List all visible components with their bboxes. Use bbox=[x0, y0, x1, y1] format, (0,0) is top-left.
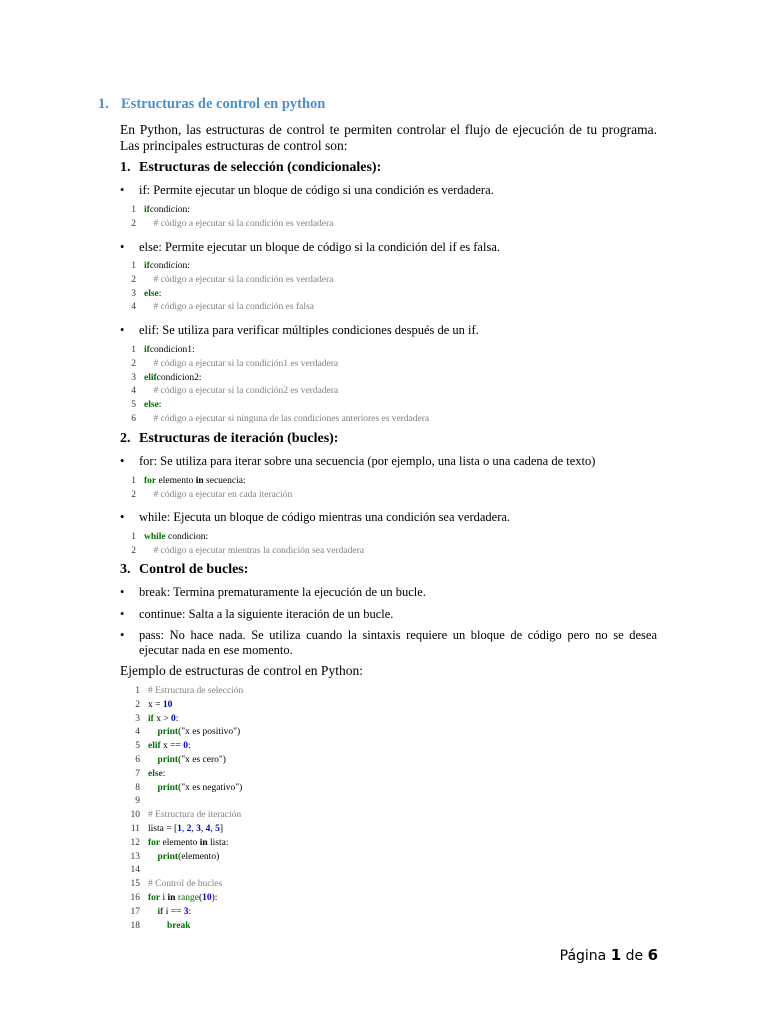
code-line bbox=[144, 288, 161, 302]
code-token: print bbox=[157, 755, 179, 765]
code-line-number: 13 bbox=[130, 851, 140, 862]
code-line bbox=[148, 851, 219, 865]
code-line-number: 1 bbox=[131, 476, 136, 486]
bullet-for: • for: Se utiliza para iterar sobre una secuencia (por ejemplo, una lista o una cadena de texto) bbox=[120, 454, 596, 468]
code-line-number: 2 bbox=[131, 489, 136, 500]
code-line-number: 18 bbox=[130, 920, 140, 931]
code-token: 0 bbox=[183, 741, 189, 752]
code-line-number: 3 bbox=[131, 288, 136, 299]
code-line bbox=[144, 260, 190, 274]
code-line-number: 11 bbox=[130, 824, 140, 834]
code-token: while bbox=[144, 532, 166, 542]
code-line bbox=[148, 878, 222, 892]
code-line-number: 14 bbox=[130, 865, 140, 876]
code-token: ("x es negativo") bbox=[178, 782, 243, 793]
code-line bbox=[144, 301, 314, 315]
section-heading-selection: 1. Estructuras de selección (condicionales): bbox=[120, 160, 382, 175]
code-line bbox=[148, 713, 178, 727]
code-token: in bbox=[167, 893, 176, 903]
code-token: 0 bbox=[171, 713, 176, 724]
code-token: # código a ejecutar si la condición1 es verdadera bbox=[153, 358, 339, 369]
code-token bbox=[144, 359, 154, 369]
intro-paragraph: En Python, las estructuras de control te permiten controlar el flujo de ejecución de tu programa. Las principales estructuras de control son: bbox=[120, 122, 657, 153]
code-token: : bbox=[158, 400, 162, 411]
code-token: # código a ejecutar si la condición es falsa bbox=[153, 302, 314, 313]
code-line-number: 16 bbox=[130, 893, 140, 903]
code-token: , bbox=[200, 824, 206, 834]
code-line-number: 10 bbox=[130, 810, 140, 821]
footer-sep: de bbox=[625, 948, 644, 964]
code-token: x = bbox=[148, 699, 163, 710]
code-token bbox=[148, 852, 158, 862]
code-line bbox=[148, 685, 243, 699]
code-line bbox=[148, 892, 217, 906]
code-token: lista: bbox=[207, 837, 229, 848]
bullet-else: • else: Permite ejecutar un bloque de código si la condición del if es falsa. bbox=[120, 240, 500, 254]
bullet-if: • if: Permite ejecutar un bloque de código si una condición es verdadera. bbox=[120, 183, 494, 197]
code-token: if bbox=[144, 205, 150, 215]
code-line bbox=[144, 372, 202, 386]
code-token: (elemento) bbox=[178, 851, 220, 862]
code-token: : bbox=[188, 741, 191, 752]
main-heading bbox=[98, 96, 325, 113]
footer-current-page: 1 bbox=[610, 946, 622, 964]
code-token: ( bbox=[198, 893, 203, 903]
code-line bbox=[144, 413, 429, 427]
code-token: x == bbox=[160, 741, 184, 752]
code-token: print bbox=[157, 782, 179, 793]
code-token: 2 bbox=[186, 824, 192, 834]
code-line-number: 2 bbox=[131, 545, 136, 556]
code-token: 4 bbox=[205, 824, 211, 834]
code-token: # código a ejecutar si ninguna de las condiciones anteriores es verdadera bbox=[153, 414, 430, 424]
code-token: # Control de bucles bbox=[148, 879, 223, 890]
code-token: for bbox=[148, 893, 161, 903]
code-token: if bbox=[144, 345, 150, 355]
code-line-number: 2 bbox=[135, 699, 140, 710]
code-token bbox=[148, 755, 158, 765]
code-token: else bbox=[148, 768, 163, 779]
code-token: elemento bbox=[156, 476, 196, 486]
code-line bbox=[144, 399, 161, 413]
footer-label: Página bbox=[559, 948, 607, 964]
bullet-while: • while: Ejecuta un bloque de código mientras una condición sea verdadera. bbox=[120, 510, 511, 524]
code-line bbox=[148, 754, 226, 768]
code-token: 10 bbox=[202, 893, 212, 903]
code-line bbox=[148, 920, 191, 934]
code-token: else bbox=[144, 288, 159, 299]
code-token: condicion1: bbox=[149, 345, 195, 355]
code-line-number: 5 bbox=[131, 400, 136, 411]
code-token: elemento bbox=[160, 837, 200, 848]
code-line bbox=[144, 385, 338, 399]
code-token: ): bbox=[211, 893, 218, 903]
code-line bbox=[148, 782, 242, 796]
code-token: condicion: bbox=[149, 261, 190, 271]
code-line-number: 1 bbox=[131, 345, 136, 355]
code-line bbox=[144, 358, 338, 372]
code-token: condicion: bbox=[165, 532, 209, 542]
code-token: : bbox=[175, 713, 179, 724]
code-token: x > bbox=[153, 713, 172, 724]
code-line-number: 1 bbox=[131, 532, 136, 542]
code-line-number: 4 bbox=[135, 727, 140, 738]
code-line bbox=[144, 531, 208, 545]
bullet-symbol: • bbox=[120, 183, 125, 197]
code-token: condicion: bbox=[149, 205, 190, 215]
code-line-number: 9 bbox=[135, 796, 140, 807]
code-token bbox=[148, 921, 167, 931]
code-token: ("x es positivo") bbox=[178, 727, 241, 738]
code-token bbox=[144, 490, 154, 500]
page-footer bbox=[560, 946, 658, 964]
code-token: if bbox=[157, 906, 164, 917]
code-line-number: 3 bbox=[135, 713, 140, 724]
code-token: # código a ejecutar mientras la condición sea verdadera bbox=[153, 545, 364, 556]
code-line bbox=[144, 475, 246, 489]
code-line bbox=[144, 274, 333, 288]
code-token: , bbox=[191, 824, 197, 834]
code-line-number: 4 bbox=[131, 386, 136, 397]
code-token: : bbox=[188, 906, 192, 917]
code-token: in bbox=[199, 837, 208, 848]
code-line-number: 7 bbox=[135, 768, 140, 779]
code-line-number: 8 bbox=[135, 782, 140, 793]
code-token bbox=[144, 302, 154, 312]
code-line bbox=[148, 809, 241, 823]
code-line-number: 15 bbox=[130, 879, 140, 890]
code-line-number: 6 bbox=[135, 755, 140, 765]
code-token: 3 bbox=[183, 906, 189, 917]
code-token: # código a ejecutar si la condición es verdadera bbox=[153, 274, 334, 285]
code-line-number: 5 bbox=[135, 741, 140, 752]
code-line-number: 1 bbox=[131, 261, 136, 271]
code-token: # código a ejecutar si la condición es verdadera bbox=[153, 218, 334, 229]
code-token bbox=[144, 275, 154, 285]
code-token: , bbox=[181, 824, 187, 834]
main-heading-number: 1. bbox=[98, 96, 109, 112]
code-token: for bbox=[144, 476, 157, 486]
footer-total-pages: 6 bbox=[647, 946, 658, 964]
main-heading-title: Estructuras de control en python bbox=[121, 96, 326, 112]
code-token bbox=[148, 907, 158, 917]
code-token: range bbox=[177, 893, 199, 903]
code-line-number: 4 bbox=[131, 302, 136, 313]
bullet-pass: • pass: No hace nada. Se utiliza cuando la sintaxis requiere un bloque de código pero no se desea ejecutar nada en ese momento. bbox=[120, 628, 657, 657]
code-line bbox=[144, 204, 190, 218]
code-line bbox=[148, 699, 172, 713]
code-line bbox=[148, 837, 229, 851]
code-token: 1 bbox=[177, 824, 182, 834]
code-line-number: 12 bbox=[130, 837, 140, 848]
code-token: 10 bbox=[162, 699, 173, 710]
code-line-number: 2 bbox=[131, 218, 136, 229]
code-token: # código a ejecutar si la condición2 es verdadera bbox=[153, 386, 339, 397]
code-token: in bbox=[195, 476, 204, 486]
bullet-elif: • elif: Se utiliza para verificar múltiples condiciones después de un if. bbox=[120, 323, 479, 337]
bullet-continue: • continue: Salta a la siguiente iteración de un bucle. bbox=[120, 607, 394, 621]
code-token bbox=[148, 783, 158, 793]
code-line-number: 1 bbox=[131, 205, 136, 215]
code-line bbox=[148, 768, 165, 782]
bullet-break: • break: Termina prematuramente la ejecución de un bucle. bbox=[120, 585, 426, 599]
code-token: print bbox=[157, 851, 179, 862]
code-line bbox=[148, 906, 191, 920]
code-token: else bbox=[144, 400, 159, 411]
code-token: print bbox=[157, 727, 179, 738]
code-token: elif bbox=[148, 741, 161, 752]
code-token: condicion2: bbox=[156, 372, 202, 383]
code-token: for bbox=[148, 837, 161, 848]
code-token: ] bbox=[219, 824, 224, 834]
code-line-number: 1 bbox=[135, 686, 140, 696]
code-token: i == bbox=[163, 906, 184, 917]
code-token: 5 bbox=[215, 824, 220, 834]
code-token bbox=[144, 219, 154, 229]
code-line-number: 2 bbox=[131, 358, 136, 369]
section-heading-iteration: 2. Estructuras de iteración (bucles): bbox=[120, 431, 339, 446]
code-line-number: 17 bbox=[130, 906, 140, 917]
code-token: # Estructura de iteración bbox=[148, 810, 242, 821]
code-token bbox=[148, 727, 158, 737]
code-line bbox=[148, 740, 191, 754]
code-line bbox=[144, 344, 195, 358]
code-token: : bbox=[162, 768, 166, 779]
code-line bbox=[148, 726, 240, 740]
code-line bbox=[144, 218, 333, 232]
code-token: elif bbox=[144, 372, 157, 383]
code-token bbox=[144, 414, 154, 424]
code-line-number: 6 bbox=[131, 414, 136, 424]
code-line-number: 3 bbox=[131, 372, 136, 383]
code-token: ("x es cero") bbox=[178, 755, 226, 765]
code-token: break bbox=[167, 920, 191, 931]
code-token: , bbox=[210, 824, 216, 834]
code-line-number: 2 bbox=[131, 274, 136, 285]
code-line bbox=[144, 545, 364, 559]
code-token: if bbox=[144, 261, 150, 271]
code-line bbox=[148, 823, 223, 837]
code-token: secuencia: bbox=[203, 476, 246, 486]
code-line bbox=[144, 489, 292, 503]
code-token: if bbox=[148, 713, 154, 724]
code-token: # código a ejecutar en cada iteración bbox=[153, 489, 293, 500]
code-token: # Estructura de selección bbox=[148, 686, 244, 696]
section-heading-loop-control: 3. Control de bucles: bbox=[120, 562, 249, 577]
code-token: 3 bbox=[196, 824, 201, 834]
code-token bbox=[144, 546, 154, 556]
example-intro: Ejemplo de estructuras de control en Python: bbox=[120, 663, 363, 678]
code-token bbox=[144, 386, 154, 396]
code-token: i bbox=[160, 893, 168, 903]
code-token: lista = [ bbox=[148, 824, 178, 834]
code-token: : bbox=[158, 288, 162, 299]
